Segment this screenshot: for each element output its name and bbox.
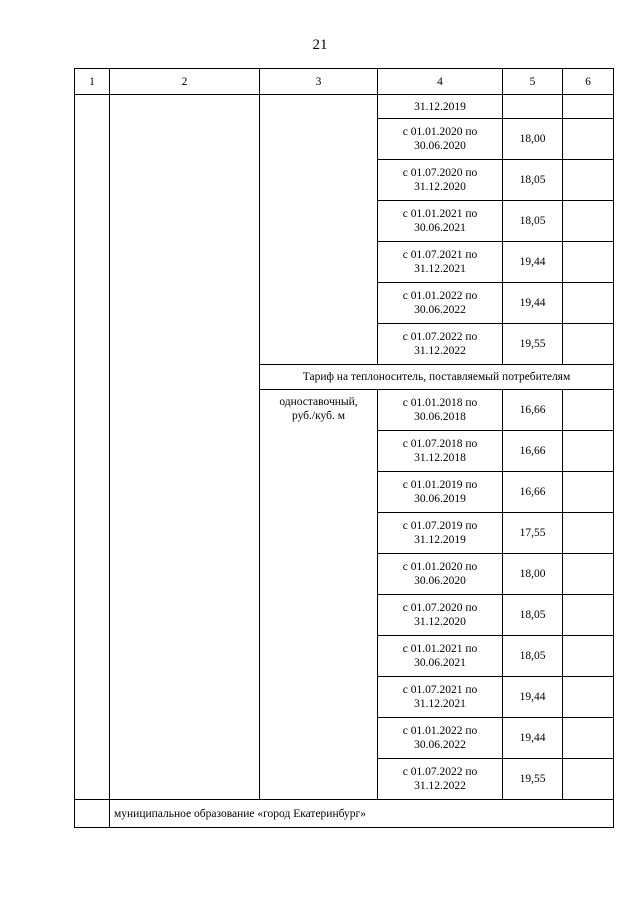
period-cell — [378, 160, 503, 201]
municipality-label: муниципальное образование «город Екатеринбург» — [110, 800, 614, 828]
col6-cell — [563, 718, 614, 759]
col6-cell — [563, 119, 614, 160]
period-cell — [378, 390, 503, 431]
period-cell — [378, 636, 503, 677]
period-start: с 01.01.2018 по — [402, 397, 478, 409]
period-cell — [378, 283, 503, 324]
column-header: 5 — [503, 69, 563, 95]
col6-cell — [563, 636, 614, 677]
value-cell: 18,05 — [503, 595, 563, 636]
column-header: 2 — [110, 69, 260, 95]
period-start: с 01.07.2021 по — [402, 684, 478, 696]
period-start: с 01.07.2022 по — [402, 766, 478, 778]
value-cell: 17,55 — [503, 513, 563, 554]
col6-cell — [563, 677, 614, 718]
period-start: с 01.01.2019 по — [402, 479, 478, 491]
period-end: 30.06.2022 — [414, 739, 466, 751]
period-start: с 01.01.2021 по — [402, 208, 478, 220]
period-start: с 01.07.2020 по — [402, 167, 478, 179]
period-end: 30.06.2020 — [414, 575, 466, 587]
value-cell: 19,44 — [503, 718, 563, 759]
period-cell — [378, 472, 503, 513]
col1-cell — [75, 800, 110, 828]
period-cell — [378, 242, 503, 283]
period-end: 31.12.2019 — [414, 534, 466, 546]
col6-cell — [563, 324, 614, 365]
period-end: 31.12.2020 — [414, 616, 466, 628]
period-start: с 01.07.2019 по — [402, 520, 478, 532]
period-end: 31.12.2022 — [414, 780, 466, 792]
col6-cell — [563, 472, 614, 513]
col6-cell — [563, 283, 614, 324]
tariff-type-cell — [260, 390, 378, 800]
period-cell — [378, 554, 503, 595]
period-end: 30.06.2021 — [414, 657, 466, 669]
period-cell — [378, 759, 503, 800]
municipality-row — [75, 800, 614, 828]
value-cell: 19,44 — [503, 242, 563, 283]
col6-cell — [563, 390, 614, 431]
header-row — [75, 69, 614, 95]
period-cell — [378, 119, 503, 160]
value-cell: 18,05 — [503, 636, 563, 677]
period-cell — [378, 677, 503, 718]
column-header: 1 — [75, 69, 110, 95]
period-start: с 01.07.2021 по — [402, 249, 478, 261]
period-cell — [378, 595, 503, 636]
value-cell: 19,44 — [503, 283, 563, 324]
period-end: 30.06.2020 — [414, 140, 466, 152]
col6-cell — [563, 759, 614, 800]
col6-cell — [563, 95, 614, 119]
section-title: Тариф на теплоноситель, поставляемый потребителям — [260, 365, 614, 390]
tariff-table — [74, 68, 614, 828]
col6-cell — [563, 595, 614, 636]
col6-cell — [563, 201, 614, 242]
period-start: с 01.07.2022 по — [402, 331, 478, 343]
column-header: 3 — [260, 69, 378, 95]
period-end: 30.06.2019 — [414, 493, 466, 505]
period-start: с 01.07.2018 по — [402, 438, 478, 450]
tariff-unit-label: руб./куб. м — [291, 410, 346, 422]
value-cell: 19,55 — [503, 759, 563, 800]
value-cell — [503, 95, 563, 119]
period-end: 30.06.2018 — [414, 411, 466, 423]
period-cell — [378, 718, 503, 759]
period-end: 31.12.2020 — [414, 181, 466, 193]
period-cell — [378, 513, 503, 554]
col6-cell — [563, 160, 614, 201]
col6-cell — [563, 242, 614, 283]
value-cell: 18,00 — [503, 554, 563, 595]
period-start: с 01.01.2022 по — [402, 725, 478, 737]
value-cell: 16,66 — [503, 431, 563, 472]
table-row — [75, 95, 614, 119]
col3-cell — [260, 95, 378, 365]
value-cell: 18,05 — [503, 201, 563, 242]
value-cell: 16,66 — [503, 472, 563, 513]
period-start: с 01.07.2020 по — [402, 602, 478, 614]
value-cell: 19,44 — [503, 677, 563, 718]
period-end: 31.12.2022 — [414, 345, 466, 357]
value-cell: 19,55 — [503, 324, 563, 365]
period-end: 31.12.2021 — [414, 698, 466, 710]
period-cell: 31.12.2019 — [378, 95, 503, 119]
column-header: 6 — [563, 69, 614, 95]
value-cell: 18,00 — [503, 119, 563, 160]
period-cell — [378, 324, 503, 365]
period-start: с 01.01.2022 по — [402, 290, 478, 302]
period-end: 31.12.2018 — [414, 452, 466, 464]
col1-cell — [75, 95, 110, 800]
period-end: 30.06.2022 — [414, 304, 466, 316]
column-header: 4 — [378, 69, 503, 95]
period-cell — [378, 431, 503, 472]
period-cell — [378, 201, 503, 242]
page-number: 21 — [312, 37, 328, 53]
period-end: 30.06.2021 — [414, 222, 466, 234]
period-start: с 01.01.2021 по — [402, 643, 478, 655]
value-cell: 16,66 — [503, 390, 563, 431]
col6-cell — [563, 431, 614, 472]
period-start: с 01.01.2020 по — [402, 561, 478, 573]
tariff-type-label: одноставочный, — [279, 396, 358, 408]
col2-cell — [110, 95, 260, 800]
period-end: 31.12.2021 — [414, 263, 466, 275]
col6-cell — [563, 513, 614, 554]
value-cell: 18,05 — [503, 160, 563, 201]
period-start: с 01.01.2020 по — [402, 126, 478, 138]
col6-cell — [563, 554, 614, 595]
